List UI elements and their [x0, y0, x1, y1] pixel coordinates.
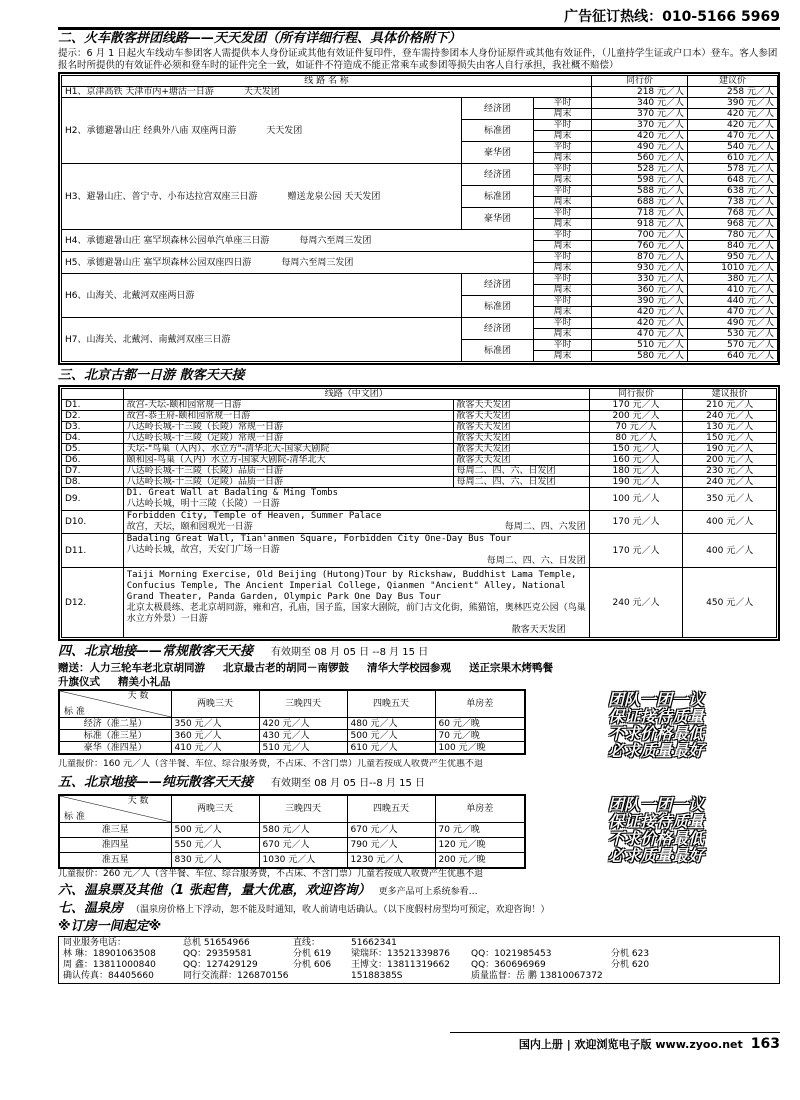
trade-price: 360 元／人 — [592, 285, 688, 296]
contact-field: 分机 619 — [293, 949, 332, 959]
trade-price: 700 元／人 — [592, 230, 688, 241]
contact-field: 分机 606 — [293, 960, 332, 970]
train-routes-body — [62, 87, 778, 362]
section-4-gifts — [58, 661, 780, 689]
price-cell: 60 元／晚 — [435, 718, 525, 730]
col-suggest-price: 建议价 — [688, 76, 778, 87]
slogan-line: 必求质量最好 — [607, 846, 704, 865]
table-row — [62, 455, 777, 466]
trade-price: 390 元／人 — [592, 296, 688, 307]
table-row — [62, 433, 777, 444]
table-row — [62, 164, 778, 175]
suggest-price: 440 元／人 — [688, 296, 778, 307]
suggest-price: 640 元／人 — [688, 351, 778, 362]
contact-field — [671, 949, 681, 960]
suggest-price: 570 元／人 — [688, 340, 778, 351]
price-cell: 350 元／人 — [171, 718, 259, 730]
contact-field: 梁瑞环：13521339876 — [351, 949, 450, 959]
group-type: 豪华团 — [462, 142, 534, 164]
table-header-row — [59, 690, 525, 718]
day-type: 周末 — [534, 197, 592, 208]
trade-price: 560 元／人 — [592, 153, 688, 164]
suggest-price: 420 元／人 — [688, 109, 778, 120]
contact-field: 周 鑫：13811000840 — [63, 960, 156, 970]
section-4-child-price: 儿童报价：160 元／人（含半餐、车位、综合服务费，不占床、不含门票）儿童若按成人收费产生优惠不退 — [58, 759, 484, 769]
price-cell: 500 元／人 — [347, 730, 435, 742]
route-name: H5、承德避暑山庄 塞罕坝森林公园双座四日游 每周六至周三发团 — [62, 252, 534, 274]
day-type: 平时 — [534, 252, 592, 263]
contact-field: 分机 620 — [611, 960, 650, 970]
tour-suggest-price: 350 元／人 — [683, 488, 777, 511]
trade-price: 370 元／人 — [592, 120, 688, 131]
contact-field — [471, 938, 611, 949]
contact-field — [671, 938, 681, 949]
slogan-line: 团队一团一议 — [607, 795, 704, 814]
tour-code: D9. — [62, 488, 124, 511]
standard-label: 准五星 — [59, 853, 171, 869]
standard-label: 准四星 — [59, 838, 171, 853]
price-cell: 830 元／人 — [171, 853, 259, 869]
day-type: 平时 — [534, 274, 592, 285]
contact-row — [63, 938, 775, 949]
tour-suggest-price: 450 元／人 — [683, 568, 777, 638]
table-row — [59, 730, 525, 742]
price-cell: 510 元／人 — [259, 742, 347, 755]
tour-trade-price: 180 元／人 — [589, 466, 683, 477]
table-row — [62, 98, 778, 109]
trade-price: 490 元／人 — [592, 142, 688, 153]
tour-code: D2. — [62, 411, 124, 422]
price-cell: 670 元／人 — [347, 823, 435, 838]
section-2-notice: 提示：6 月 1 日起火车线动车参团客人需提供本人身份证或其他有效证件复印件，登车需持参团本人身份证原件或其他有效证件，（儿童持学生证或户口本）登车。客人参团报名时所提供的有效证件必须和登车时的证件完全一致，如证件不符造成不能正常乘车或参团等损失由客人自行承担，我社概不赔偿） — [58, 48, 778, 71]
section-2-title: 二、火车散客拼团线路——天天发团（所有详细行程、具体价格附下） — [58, 31, 462, 46]
day-type: 周末 — [534, 263, 592, 274]
tour-schedule: 散客天天发团 — [453, 422, 589, 433]
trade-price: 598 元／人 — [592, 175, 688, 186]
price-cell: 120 元／晚 — [435, 838, 525, 853]
suggest-price: 490 元／人 — [688, 318, 778, 329]
suggest-price: 540 元／人 — [688, 142, 778, 153]
tour-name: 八达岭长城-十三陵（定陵）品质一日游 — [123, 477, 453, 488]
trade-price: 930 元／人 — [592, 263, 688, 274]
local-regular-table — [58, 689, 526, 755]
slogan-line: 不求价格最低 — [607, 829, 704, 848]
trade-price: 718 元／人 — [592, 208, 688, 219]
suggest-price: 470 元／人 — [688, 307, 778, 318]
suggest-price: 530 元／人 — [688, 329, 778, 340]
tour-desc: D1. Great Wall at Badaling & Ming Tombs 八达岭长城，明十三陵（长陵）一日游 — [123, 488, 589, 511]
contact-field — [293, 971, 351, 982]
page-footer: 国内上册 | 欢迎浏览电子版 www.zyoo.net 163 — [450, 1032, 780, 1052]
day-type: 平时 — [534, 120, 592, 131]
tour-trade-price: 200 元／人 — [589, 411, 683, 422]
contact-field: 同业服务电话： — [63, 938, 127, 948]
day-type: 平时 — [534, 142, 592, 153]
tour-schedule: 每周二、四、六、日发团 — [453, 466, 589, 477]
contact-field: QQ：127429129 — [183, 960, 258, 970]
corner-cell: 天 数 标 准 — [59, 795, 171, 823]
table-row — [62, 488, 777, 511]
tour-trade-price: 170 元／人 — [589, 400, 683, 411]
trade-price: 420 元／人 — [592, 318, 688, 329]
price-cell: 1030 元／人 — [259, 853, 347, 869]
day-type: 平时 — [534, 340, 592, 351]
tour-code: D10. — [62, 511, 124, 534]
tour-code: D11. — [62, 534, 124, 568]
tour-suggest-price: 130 元／人 — [683, 422, 777, 433]
contact-field: 总机 51654966 — [183, 938, 250, 948]
trade-price: 330 元／人 — [592, 274, 688, 285]
tour-suggest-price: 400 元／人 — [683, 534, 777, 568]
tour-code: D12. — [62, 568, 124, 638]
duration-header: 单房差 — [435, 795, 525, 823]
tour-code: D8. — [62, 477, 124, 488]
trade-price: 218 元／人 — [592, 87, 688, 98]
price-cell: 1230 元／人 — [347, 853, 435, 869]
tour-desc: Forbidden City, Temple of Heaven, Summer Palace 故宫，天坛，颐和园观光一日游 每周二、四、六发团 — [123, 511, 589, 534]
tour-schedule: 散客天天发团 — [453, 433, 589, 444]
suggest-price: 410 元／人 — [688, 285, 778, 296]
route-name: H2、承德避暑山庄 经典外八庙 双座两日游 天天发团 — [62, 98, 462, 164]
contact-field — [611, 971, 671, 982]
day-type: 周末 — [534, 131, 592, 142]
table-row — [62, 274, 778, 285]
tour-name: 八达岭长城-十三陵（长陵）常规一日游 — [123, 422, 453, 433]
tour-trade-price: 170 元／人 — [589, 511, 683, 534]
col-trade-price: 同行价 — [592, 76, 688, 87]
trade-price: 870 元／人 — [592, 252, 688, 263]
english-tours-body — [62, 488, 777, 638]
suggest-price: 738 元／人 — [688, 197, 778, 208]
standard-label: 豪华（准四星） — [59, 742, 171, 755]
tour-code: D4. — [62, 433, 124, 444]
tour-name: 颐和园-鸟巢（入内）水立方-国家大剧院-清华北大 — [123, 455, 453, 466]
day-tours-table — [61, 388, 777, 638]
day-type: 平时 — [534, 164, 592, 175]
route-name: H6、山海关、北戴河双座两日游 — [62, 274, 462, 318]
trade-price: 580 元／人 — [592, 351, 688, 362]
contact-field: QQ：29359581 — [183, 949, 252, 959]
table-row — [62, 230, 778, 241]
day-type: 周末 — [534, 153, 592, 164]
contact-field — [611, 938, 671, 949]
day-type: 周末 — [534, 175, 592, 186]
table-row — [59, 853, 525, 869]
day-type: 平时 — [534, 186, 592, 197]
suggest-price: 950 元／人 — [688, 252, 778, 263]
train-routes-frame — [58, 72, 780, 365]
gift-item: 赠送：人力三轮车老北京胡同游 — [58, 662, 205, 674]
col-trade-quote: 同行报价 — [589, 389, 683, 400]
tour-trade-price: 170 元／人 — [589, 534, 683, 568]
trade-price: 470 元／人 — [592, 329, 688, 340]
group-type: 经济团 — [462, 274, 534, 296]
contact-field — [671, 971, 681, 982]
suggest-price: 840 元／人 — [688, 241, 778, 252]
day-type: 周末 — [534, 109, 592, 120]
price-cell: 550 元／人 — [171, 838, 259, 853]
trade-price: 760 元／人 — [592, 241, 688, 252]
day-type: 周末 — [534, 329, 592, 340]
price-cell: 200 元／晚 — [435, 853, 525, 869]
tour-schedule: 散客天天发团 — [453, 444, 589, 455]
tour-trade-price: 240 元／人 — [589, 568, 683, 638]
tour-name: 故宫-天坛-颐和园常规一日游 — [123, 400, 453, 411]
price-cell: 790 元／人 — [347, 838, 435, 853]
duration-header: 四晚五天 — [347, 690, 435, 718]
trade-price: 588 元／人 — [592, 186, 688, 197]
slogan-line: 团队一团一议 — [607, 690, 704, 709]
trade-price: 510 元／人 — [592, 340, 688, 351]
tour-suggest-price: 240 元／人 — [683, 477, 777, 488]
contact-field: 51662341 — [351, 938, 397, 948]
trade-price: 370 元／人 — [592, 109, 688, 120]
tour-name: 故宫-恭王府-颐和园常规一日游 — [123, 411, 453, 422]
group-type: 经济团 — [462, 98, 534, 120]
section-4-table-wrap — [58, 689, 524, 759]
suggest-price: 768 元／人 — [688, 208, 778, 219]
table-row — [62, 318, 778, 329]
slogan-block — [524, 794, 780, 869]
tour-schedule: 每周二、四、六、日发团 — [453, 477, 589, 488]
group-type: 标准团 — [462, 296, 534, 318]
tour-suggest-price: 150 元／人 — [683, 433, 777, 444]
slogan-line: 保证接待质量 — [607, 812, 704, 831]
contact-field: 质量监督：岳 鹏 13810067372 — [471, 971, 603, 981]
suggest-price: 1010 元／人 — [688, 263, 778, 274]
contact-box — [58, 936, 780, 984]
day-type: 周末 — [534, 241, 592, 252]
price-cell: 360 元／人 — [171, 730, 259, 742]
price-cell: 610 元／人 — [347, 742, 435, 755]
gift-item: 升旗仪式 — [58, 676, 100, 688]
tour-suggest-price: 230 元／人 — [683, 466, 777, 477]
tour-suggest-price: 200 元／人 — [683, 455, 777, 466]
route-name: H3、避暑山庄、普宁寺、小布达拉宫双座三日游 赠送龙泉公园 天天发团 — [62, 164, 462, 230]
tour-trade-price: 160 元／人 — [589, 455, 683, 466]
day-type: 周末 — [534, 219, 592, 230]
route-name: H7、山海关、北戴河、南戴河双座三日游 — [62, 318, 462, 362]
order-note: ※订房一间起定※ — [58, 919, 162, 934]
tour-code: D6. — [62, 455, 124, 466]
section-3-title: 三、北京古都一日游 散客天天接 — [58, 368, 245, 383]
suggest-price: 780 元／人 — [688, 230, 778, 241]
price-cell: 70 元／晚 — [435, 730, 525, 742]
slogan-line: 保证接待质量 — [607, 707, 704, 726]
group-type: 豪华团 — [462, 208, 534, 230]
duration-header: 四晚五天 — [347, 795, 435, 823]
suggest-price: 968 元／人 — [688, 219, 778, 230]
contact-field: 确认传真：84405660 — [63, 971, 154, 981]
contact-field: 15188385S — [351, 971, 403, 981]
page-number: 163 — [750, 1036, 780, 1052]
price-cell: 500 元／人 — [171, 823, 259, 838]
local-pure-table — [58, 794, 526, 869]
day-tours-body — [62, 400, 777, 488]
slogan-line: 不求价格最低 — [607, 724, 704, 743]
tour-schedule: 散客天天发团 — [453, 455, 589, 466]
section-7-title: 七、温泉房 （温泉房价格上下浮动，恕不能及时通知，收人前请电话确认。（以下度假村房型均可预定，欢迎咨询！） — [58, 901, 550, 916]
table-row — [62, 252, 778, 263]
suggest-price: 610 元／人 — [688, 153, 778, 164]
trade-price: 340 元／人 — [592, 98, 688, 109]
duration-header: 两晚三天 — [171, 690, 259, 718]
standard-label: 准三星 — [59, 823, 171, 838]
gift-item: 精美小礼品 — [118, 676, 171, 688]
day-type: 平时 — [534, 98, 592, 109]
slogan-line: 必求质量最好 — [607, 741, 704, 760]
tour-trade-price: 150 元／人 — [589, 444, 683, 455]
gift-item: 清华大学校园参观 — [367, 662, 451, 674]
section-5-table-wrap — [58, 794, 524, 869]
suggest-price: 258 元／人 — [688, 87, 778, 98]
trade-price: 528 元／人 — [592, 164, 688, 175]
day-type: 平时 — [534, 318, 592, 329]
tour-suggest-price: 190 元／人 — [683, 444, 777, 455]
section-4-title: 四、北京地接——常规散客天天接 有效期至 08 月 05 日 --8 月 15 日 — [58, 644, 429, 659]
trade-price: 918 元／人 — [592, 219, 688, 230]
tour-code: D1. — [62, 400, 124, 411]
contact-field: 分机 623 — [611, 949, 650, 959]
contact-field: QQ：1021985453 — [471, 949, 552, 959]
gift-item: 送正宗果木烤鸭餐 — [469, 662, 553, 674]
gift-item: 北京最古老的胡同－南锣鼓 — [223, 662, 349, 674]
tour-name: 八达岭长城-十三陵（定陵）常规一日游 — [123, 433, 453, 444]
contact-field: QQ：360696969 — [471, 960, 546, 970]
standard-label: 经济（准二星） — [59, 718, 171, 730]
corner-cell: 天 数 标 准 — [59, 690, 171, 718]
tour-trade-price: 190 元／人 — [589, 477, 683, 488]
table-row — [62, 422, 777, 433]
tour-schedule: 散客天天发团 — [453, 400, 589, 411]
contact-row — [63, 971, 775, 982]
table-row — [62, 511, 777, 534]
tour-name: 天坛-"鸟巢（入内）、水立方"-清华北大-国家大剧院 — [123, 444, 453, 455]
route-name: H1、京津高铁 天津市内+塘沽一日游 天天发团 — [62, 87, 592, 98]
table-row — [59, 838, 525, 853]
ad-hotline: 广告征订热线：010-5166 5969 — [564, 9, 780, 25]
table-row — [62, 568, 777, 638]
tour-desc: Taiji Morning Exercise, Old Beijing (Hutong)Tour by Rickshaw, Buddhist Lama Temple, Confucius Temple, The Ancient Imperial College, Qianmen "Ancient" Alley, National Grand Theater, Panda Garden, Olympic Park One Day Bus Tour 北京太极晨练、老北京胡同游，雍和宫，孔庙，国子监，国家大剧院，前门古文化街，熊猫馆，奥林匹克公园（鸟巢水立方外景）一日游 散客天天发团 — [123, 568, 589, 638]
page-content — [58, 30, 780, 984]
table-row — [62, 477, 777, 488]
table-row — [62, 400, 777, 411]
table-row — [59, 718, 525, 730]
tour-trade-price: 80 元／人 — [589, 433, 683, 444]
suggest-price: 470 元／人 — [688, 131, 778, 142]
tour-trade-price: 100 元／人 — [589, 488, 683, 511]
tour-code: D3. — [62, 422, 124, 433]
tour-suggest-price: 210 元／人 — [683, 400, 777, 411]
tour-schedule: 散客天天发团 — [453, 411, 589, 422]
price-cell: 100 元／晚 — [435, 742, 525, 755]
table-header-row — [59, 795, 525, 823]
contact-field: 林 琳：18901063508 — [63, 949, 156, 959]
tour-name: 八达岭长城-十三陵（长陵）品质一日游 — [123, 466, 453, 477]
duration-header: 单房差 — [435, 690, 525, 718]
table-row — [62, 411, 777, 422]
trade-price: 420 元／人 — [592, 307, 688, 318]
day-type: 周末 — [534, 285, 592, 296]
section-5-title: 五、北京地接——纯玩散客天天接 有效期至 08 月 05 日--8 月 15 日 — [58, 775, 426, 790]
section-6-title: 六、温泉票及其他（1 张起售，量大优惠，欢迎咨询） 更多产品可上系统参看… — [58, 883, 478, 898]
tour-code: D5. — [62, 444, 124, 455]
col-route-name: 线 路 名 称 — [62, 76, 592, 87]
contact-field: 直线： — [293, 938, 321, 948]
tour-trade-price: 70 元／人 — [589, 422, 683, 433]
price-cell: 410 元／人 — [171, 742, 259, 755]
contact-row — [63, 949, 775, 960]
table-row — [62, 87, 778, 98]
duration-header: 两晚三天 — [171, 795, 259, 823]
table-row — [62, 534, 777, 568]
tour-suggest-price: 400 元／人 — [683, 511, 777, 534]
contact-field: 同行交流群：126870156 — [183, 971, 289, 981]
col-code — [62, 389, 124, 400]
suggest-price: 390 元／人 — [688, 98, 778, 109]
slogan-block — [524, 689, 780, 759]
duration-header: 三晚四天 — [259, 795, 347, 823]
price-cell: 580 元／人 — [259, 823, 347, 838]
tour-code: D7. — [62, 466, 124, 477]
suggest-price: 420 元／人 — [688, 120, 778, 131]
day-type: 周末 — [534, 351, 592, 362]
day-type: 平时 — [534, 208, 592, 219]
trade-price: 688 元／人 — [592, 197, 688, 208]
day-type: 周末 — [534, 307, 592, 318]
section-5-child-price: 儿童报价：260 元／人（含半餐、车位、综合服务费，不占床、不含门票）儿童若按成人收费产生优惠不退 — [58, 869, 484, 879]
contact-row — [63, 960, 775, 971]
day-type: 平时 — [534, 230, 592, 241]
table-row — [62, 444, 777, 455]
price-cell: 670 元／人 — [259, 838, 347, 853]
group-type: 经济团 — [462, 164, 534, 186]
tour-desc: Badaling Great Wall, Tian'anmen Square, Forbidden City One-Day Bus Tour 八达岭长城，故宫，天安门广场一日游 每周二、四、六、日发团 — [123, 534, 589, 568]
suggest-price: 638 元／人 — [688, 186, 778, 197]
route-name: H4、承德避暑山庄 塞罕坝森林公园单汽单座三日游 每周六至周三发团 — [62, 230, 534, 252]
section-4-block — [58, 689, 780, 759]
price-cell: 430 元／人 — [259, 730, 347, 742]
day-tours-frame — [58, 385, 780, 641]
group-type: 标准团 — [462, 340, 534, 362]
day-type: 平时 — [534, 296, 592, 307]
price-cell: 70 元／晚 — [435, 823, 525, 838]
table-row — [62, 466, 777, 477]
table-row — [59, 742, 525, 755]
suggest-price: 380 元／人 — [688, 274, 778, 285]
contact-field — [671, 960, 681, 971]
price-cell: 480 元／人 — [347, 718, 435, 730]
train-routes-table — [61, 75, 778, 362]
trade-price: 420 元／人 — [592, 131, 688, 142]
table-row — [59, 823, 525, 838]
group-type: 经济团 — [462, 318, 534, 340]
standard-label: 标准（准三星） — [59, 730, 171, 742]
col-line: 线路（中文团） — [123, 389, 589, 400]
price-cell: 420 元／人 — [259, 718, 347, 730]
section-5-block — [58, 794, 780, 869]
duration-header: 三晚四天 — [259, 690, 347, 718]
group-type: 标准团 — [462, 120, 534, 142]
contact-field: 王博文：13811319662 — [351, 960, 450, 970]
suggest-price: 648 元／人 — [688, 175, 778, 186]
tour-suggest-price: 240 元／人 — [683, 411, 777, 422]
suggest-price: 578 元／人 — [688, 164, 778, 175]
col-suggest-quote: 建议报价 — [683, 389, 777, 400]
group-type: 标准团 — [462, 186, 534, 208]
